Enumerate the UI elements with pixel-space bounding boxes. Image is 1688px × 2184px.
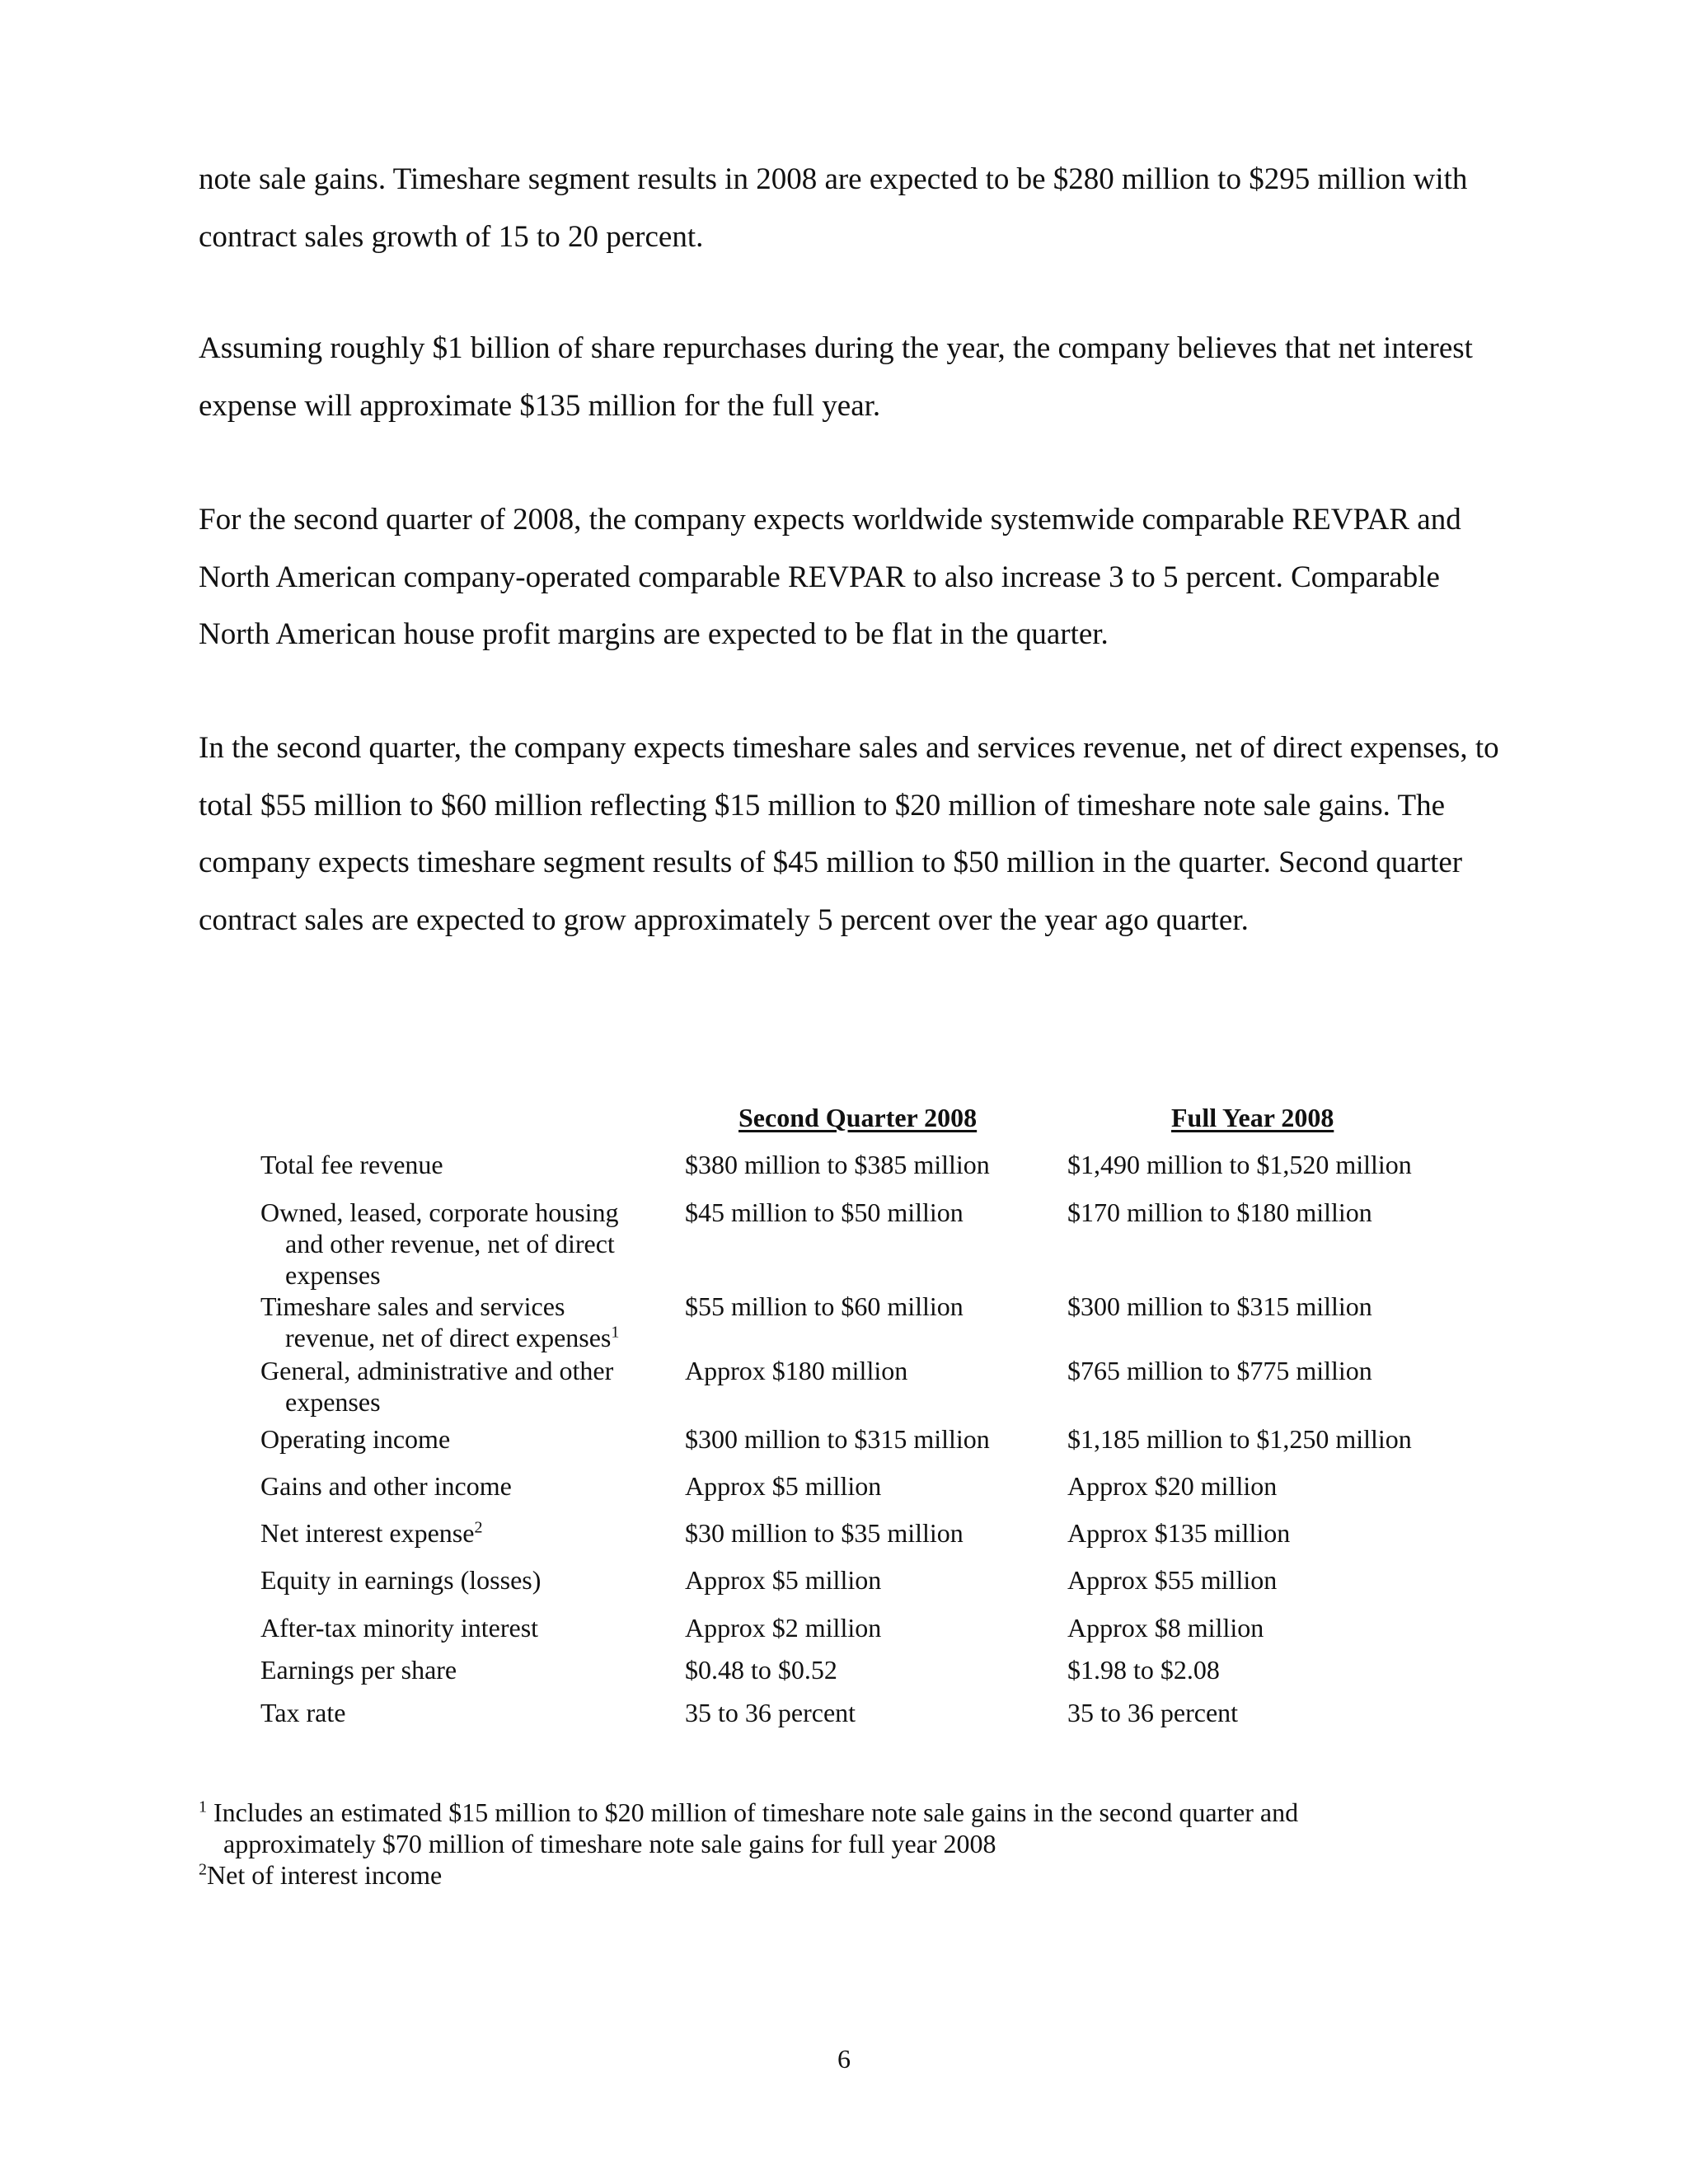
- row-label: Gains and other income: [260, 1471, 512, 1501]
- paragraph-second-quarter-timeshare: In the second quarter, the company expects timeshare sales and services revenue, net of direct expenses, to total $55 million to $60 million reflecting $15 million to $20 million of timeshare note sale gains. The company expects timeshare segment results of $45 million to $50 million in the quarter. Second quarter contract sales are expected to grow approximately 5 percent over the year ago quarter.: [199, 731, 1499, 937]
- row-value-full-year: $1.98 to $2.08: [1067, 1655, 1220, 1685]
- row-value-second-quarter: $55 million to $60 million: [685, 1291, 964, 1321]
- row-value-full-year: Approx $20 million: [1067, 1471, 1278, 1501]
- footnote-ref-1: 1: [611, 1323, 620, 1342]
- row-value-second-quarter: 35 to 36 percent: [685, 1698, 856, 1727]
- row-value-full-year: 35 to 36 percent: [1067, 1698, 1239, 1727]
- footnote-1-continuation: approximately $70 million of timeshare note sale gains for full year 2008: [223, 1829, 996, 1858]
- row-value-second-quarter: Approx $2 million: [685, 1613, 882, 1643]
- footnote-mark-2: 2: [199, 1860, 207, 1879]
- row-label: After-tax minority interest: [260, 1613, 539, 1643]
- row-value-second-quarter: Approx $5 million: [685, 1565, 882, 1595]
- row-value-second-quarter: $0.48 to $0.52: [685, 1655, 837, 1685]
- row-value-full-year: $1,185 million to $1,250 million: [1067, 1424, 1412, 1454]
- row-value-second-quarter: $45 million to $50 million: [685, 1197, 964, 1227]
- footnote-ref-2: 2: [474, 1518, 483, 1537]
- footnote-2: $^2$Net of interest income: [199, 1860, 443, 1890]
- table-header: [260, 1099, 1456, 1136]
- row-label-continuation: revenue, net of direct expenses$^1$: [285, 1323, 620, 1352]
- row-label: Tax rate: [260, 1698, 346, 1727]
- row-value-second-quarter: $380 million to $385 million: [685, 1150, 990, 1179]
- paragraph-second-quarter-revpar: For the second quarter of 2008, the company expects worldwide systemwide comparable REVPAR and North American company-operated comparable REVPAR to also increase 3 to 5 percent. Comparable North American house profit margins are expected to be flat in the quarter.: [199, 503, 1461, 651]
- row-label: Operating income: [260, 1424, 451, 1454]
- row-label-continuation: and other revenue, net of direct expenses: [285, 1229, 615, 1290]
- row-value-second-quarter: Approx $180 million: [685, 1356, 908, 1385]
- row-label: General, administrative and other expenses: [260, 1355, 673, 1418]
- row-label: Timeshare sales and services revenue, net of direct expenses$^1$: [260, 1291, 673, 1353]
- row-label: Equity in earnings (losses): [260, 1565, 542, 1595]
- paragraph-share-repurchases: Assuming roughly $1 billion of share repurchases during the year, the company believes that net interest expense will approximate $135 million for the full year.: [199, 331, 1473, 423]
- footnotes: [199, 1797, 1517, 1891]
- footnote-mark-1: 1: [199, 1797, 207, 1816]
- header-full-year: Full Year 2008: [1171, 1103, 1334, 1132]
- row-label: Total fee revenue: [260, 1150, 443, 1179]
- row-label-continuation: expenses: [285, 1387, 381, 1417]
- row-value-full-year: Approx $55 million: [1067, 1565, 1278, 1595]
- row-value-full-year: $765 million to $775 million: [1067, 1356, 1372, 1385]
- row-label: Net interest expense$^2$: [260, 1518, 483, 1548]
- row-label: Earnings per share: [260, 1655, 457, 1685]
- row-value-full-year: $300 million to $315 million: [1067, 1291, 1372, 1321]
- page-number: 6: [837, 2044, 851, 2074]
- header-second-quarter: Second Quarter 2008: [738, 1103, 978, 1132]
- row-value-second-quarter: $300 million to $315 million: [685, 1424, 990, 1454]
- row-value-second-quarter: $30 million to $35 million: [685, 1518, 964, 1548]
- row-value-full-year: $1,490 million to $1,520 million: [1067, 1150, 1412, 1179]
- footnote-1: $^1$ Includes an estimated $15 million to $20 million of timeshare note sale gains in the second quarter and: [199, 1797, 1299, 1827]
- row-value-full-year: $170 million to $180 million: [1067, 1197, 1372, 1227]
- row-value-full-year: Approx $135 million: [1067, 1518, 1291, 1548]
- row-value-second-quarter: Approx $5 million: [685, 1471, 882, 1501]
- row-label: Owned, leased, corporate housing and other revenue, net of direct expenses: [260, 1197, 673, 1291]
- paragraph-timeshare-results: note sale gains. Timeshare segment results in 2008 are expected to be $280 million to $295 million with contract sales growth of 15 to 20 percent.: [199, 162, 1468, 254]
- row-value-full-year: Approx $8 million: [1067, 1613, 1264, 1643]
